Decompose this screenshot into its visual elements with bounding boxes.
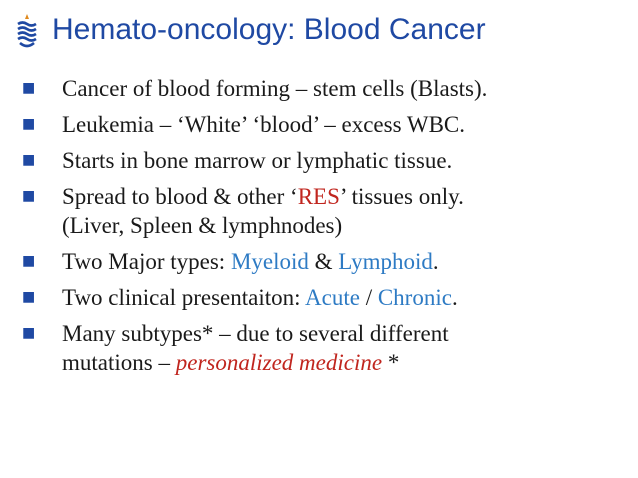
bullet-text: Two clinical presentaiton:: [62, 285, 306, 310]
bullet-item: [16, 247, 626, 276]
slide-title: Hemato-oncology: Blood Cancer: [52, 13, 486, 46]
bullet-text: &: [308, 249, 339, 274]
bullet-text: .: [432, 249, 439, 274]
highlight-myeloid: Myeloid: [230, 249, 309, 274]
bullet-text-continuation: (Liver, Spleen & lymphnodes): [62, 213, 343, 238]
square-bullet-icon: ■: [22, 289, 36, 305]
bullet-item: [16, 283, 626, 312]
bullet-text: Cancer of blood forming – stem cells (Blasts).: [62, 76, 488, 101]
square-bullet-icon: ■: [22, 325, 36, 341]
square-bullet-icon: ■: [22, 116, 36, 132]
square-bullet-icon: ■: [22, 152, 36, 168]
bullet-item: [16, 146, 626, 175]
bullet-item: [16, 110, 626, 139]
highlight-res: RES: [297, 184, 340, 209]
highlight-acute: Acute: [305, 285, 360, 310]
square-bullet-icon: ■: [22, 253, 36, 269]
bullet-item: [16, 74, 626, 103]
bullet-text: Leukemia – ‘White’ ‘blood’ – excess WBC.: [62, 112, 466, 137]
bullet-text: /: [359, 285, 378, 310]
bullet-item: [16, 319, 626, 377]
university-logo: [14, 12, 40, 52]
bullet-item: [16, 182, 626, 240]
highlight-personalized-medicine: personalized medicine: [175, 350, 383, 375]
bullet-text: Many subtypes* – due to several different: [62, 321, 449, 346]
bullet-text: Spread to blood & other ‘: [62, 184, 298, 209]
highlight-chronic: Chronic: [377, 285, 452, 310]
bullet-text: ’ tissues only.: [339, 184, 464, 209]
bullet-text: *: [382, 350, 400, 375]
bullet-text: mutations –: [62, 350, 176, 375]
bullet-text: Starts in bone marrow or lymphatic tissue.: [62, 148, 453, 173]
bullet-text: .: [451, 285, 458, 310]
bullet-text: Two Major types:: [62, 249, 231, 274]
wave-crest-icon: [14, 12, 40, 52]
square-bullet-icon: ■: [22, 188, 36, 204]
square-bullet-icon: ■: [22, 80, 36, 96]
highlight-lymphoid: Lymphoid: [338, 249, 433, 274]
bullet-list: [16, 74, 626, 384]
